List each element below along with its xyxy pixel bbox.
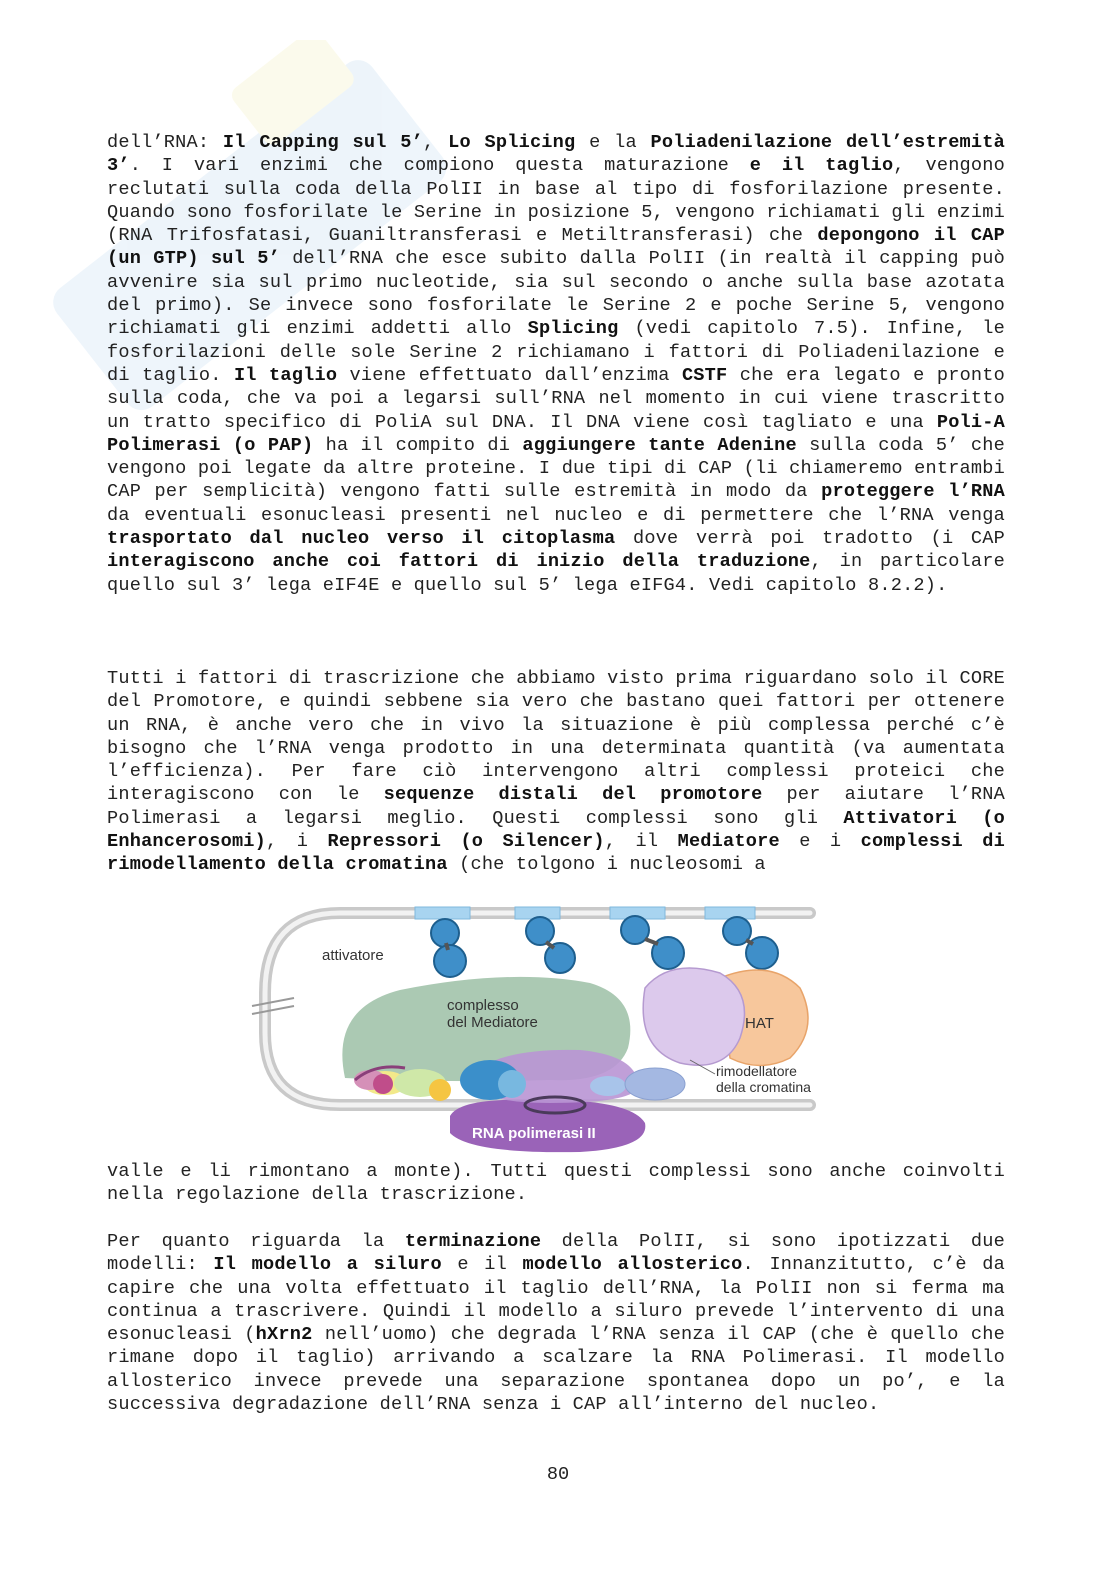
- text-run: e i: [779, 831, 861, 853]
- bold-term: Lo Splicing: [448, 132, 576, 153]
- mediator-label-line1: complesso: [447, 997, 519, 1014]
- text-run: sulla coda 5’ che vengono poi legate da altre proteine. I due tipi di CAP (li chiameremo entrambi CAP per semplicità) vengono fatti sulle estremità in modo da: [107, 434, 1006, 503]
- paragraph-transcription-factors: [107, 667, 1005, 877]
- mediator-label-line2: del Mediatore: [447, 1014, 538, 1031]
- bold-term: proteggere l’RNA: [821, 481, 1005, 503]
- bold-term: Il modello a siluro: [213, 1254, 442, 1276]
- rna-polymerase-label: RNA polimerasi II: [472, 1125, 596, 1142]
- bold-term: CSTF: [681, 364, 728, 386]
- bold-term: Poli-A Polimerasi (o PAP): [107, 411, 1005, 456]
- text-run: (vedi capitolo 7.5). Infine, le fosforilazioni delle sole Serine 2 richiamano i fattori di Poliadenilazione e di taglio.: [107, 318, 1005, 386]
- page-number: 80: [546, 1464, 570, 1485]
- bold-term: Splicing: [527, 318, 619, 340]
- chromatin-transcription-diagram: [250, 898, 870, 1156]
- activator-proteins: [431, 916, 778, 977]
- text-run: ,: [423, 132, 449, 153]
- text-run: e la: [575, 132, 651, 153]
- bold-term: trasportato dal nucleo verso il citoplasma: [107, 528, 616, 550]
- text-run: Per quanto riguarda la: [107, 1231, 405, 1252]
- bold-term: Attivatori (o Enhancerosomi): [107, 807, 1005, 853]
- bold-term: Repressori (o Silencer): [327, 831, 605, 853]
- remodeler-label-line2: della cromatina: [716, 1079, 811, 1095]
- text-run: , in particolare quello sul 3’ lega eIF4E e quello sul 5’ lega eIFG4. Vedi capitolo 8.2.2).: [107, 551, 1005, 596]
- bold-term: aggiungere tante Adenine: [522, 434, 797, 456]
- bold-term: hXrn2: [255, 1324, 313, 1346]
- text-run: . Innanzitutto, c’è da capire che una volta effettuato il taglio dell’RNA, la PolII non si ferma ma continua a trascrivere. Quindi il modello a siluro prevede l’intervento di una esonucleasi (: [107, 1254, 1005, 1346]
- text-run: della PolII, si sono ipotizzati due modelli:: [107, 1231, 1005, 1276]
- text-run: valle e li rimontano a monte). Tutti questi complessi sono anche coinvolti nella regolazione della trascrizione.: [107, 1161, 1005, 1206]
- text-run: Tutti i fattori di trascrizione che abbiamo visto prima riguardano solo il CORE del Promotore, e quindi sebbene sia vero che bastano quei fattori per ottenere un RNA, è anche vero che in vivo la situazione è più complessa perché c’è bisogno che l’RNA venga prodotto in una determinata quantità (va aumentata l’efficienza). Per fare ciò intervengono altri complessi proteici che interagiscono con le: [107, 668, 1005, 806]
- paragraph-regulation: [107, 1160, 1005, 1207]
- text-run: ha il compito di: [313, 434, 523, 456]
- paragraph-termination: [107, 1230, 1005, 1416]
- text-run: e il: [441, 1254, 523, 1276]
- text-run: . I vari enzimi che compiono questa maturazione: [129, 155, 750, 177]
- text-run: (che tolgono i nucleosomi a: [447, 854, 766, 876]
- text-run: , i: [266, 831, 328, 853]
- text-run: per aiutare l’RNA Polimerasi a legarsi meglio. Questi complessi sono gli: [107, 784, 1005, 829]
- paragraph-rna-maturation: [107, 131, 1005, 597]
- text-run: nell’uomo) che degrada l’RNA senza il CAP (che è quello che rimane dopo il taglio) arrivando a scalzare la RNA Polimerasi. Il modello allosterico invece prevede una separazione spontanea dopo un po’, e la successiva degradazione dell’RNA senza i CAP all’interno del nucleo.: [107, 1324, 1006, 1416]
- text-run: dove verrà poi tradotto (i CAP: [615, 528, 1005, 550]
- hat-label: HAT: [745, 1015, 774, 1032]
- bold-term: Mediatore: [677, 831, 780, 853]
- chromatin-remodeler: [643, 968, 744, 1065]
- activator-label: attivatore: [322, 947, 384, 964]
- bold-term: Poliadenilazione dell’estremità 3’: [107, 132, 1005, 177]
- text-run: , vengono reclutati sulla coda della PolII in base al tipo di fosforilazione presente. Quando sono fosforilate le Serine in posizione 5, vengono richiamati gli enzimi (RNA Trifosfatasi, Guaniltransferasi e Metiltransferasi) che: [107, 155, 1005, 247]
- bold-term: e il taglio: [749, 155, 894, 177]
- text-run: dell’RNA:: [107, 132, 223, 153]
- text-run: che era legato e pronto sulla coda, che va poi a legarsi sull’RNA nel momento in cui viene trascritto un tratto specifico di PoliA sul DNA. Il DNA viene così tagliato e una: [107, 364, 1005, 433]
- bold-term: Il Capping sul 5’: [222, 132, 424, 153]
- bold-term: complessi di rimodellamento della cromatina: [107, 831, 1005, 876]
- bold-term: modello allosterico: [522, 1254, 743, 1276]
- bold-term: terminazione: [404, 1231, 542, 1252]
- remodeler-label-line1: rimodellatore: [716, 1063, 797, 1079]
- bold-term: Il taglio: [233, 364, 338, 386]
- text-run: viene effettuato dall’enzima: [337, 364, 682, 386]
- text-run: , il: [604, 831, 678, 853]
- text-run: dell’RNA che esce subito dalla PolII (in realtà il capping può avvenire sia sul primo nucleotide, sia sul secondo o anche sulla base azotata del primo). Se invece sono fosforilate le Serine 2 e poche Serine 5, vengono richiamati gli enzimi addetti allo: [107, 248, 1006, 340]
- bold-term: sequenze distali del promotore: [383, 784, 763, 806]
- bold-term: interagiscono anche coi fattori di inizio della traduzione: [107, 551, 811, 573]
- bold-term: depongono il CAP (un GTP) sul 5’: [107, 225, 1006, 270]
- text-run: da eventuali esonucleasi presenti nel nucleo e di permettere che l’RNA venga: [107, 504, 1005, 526]
